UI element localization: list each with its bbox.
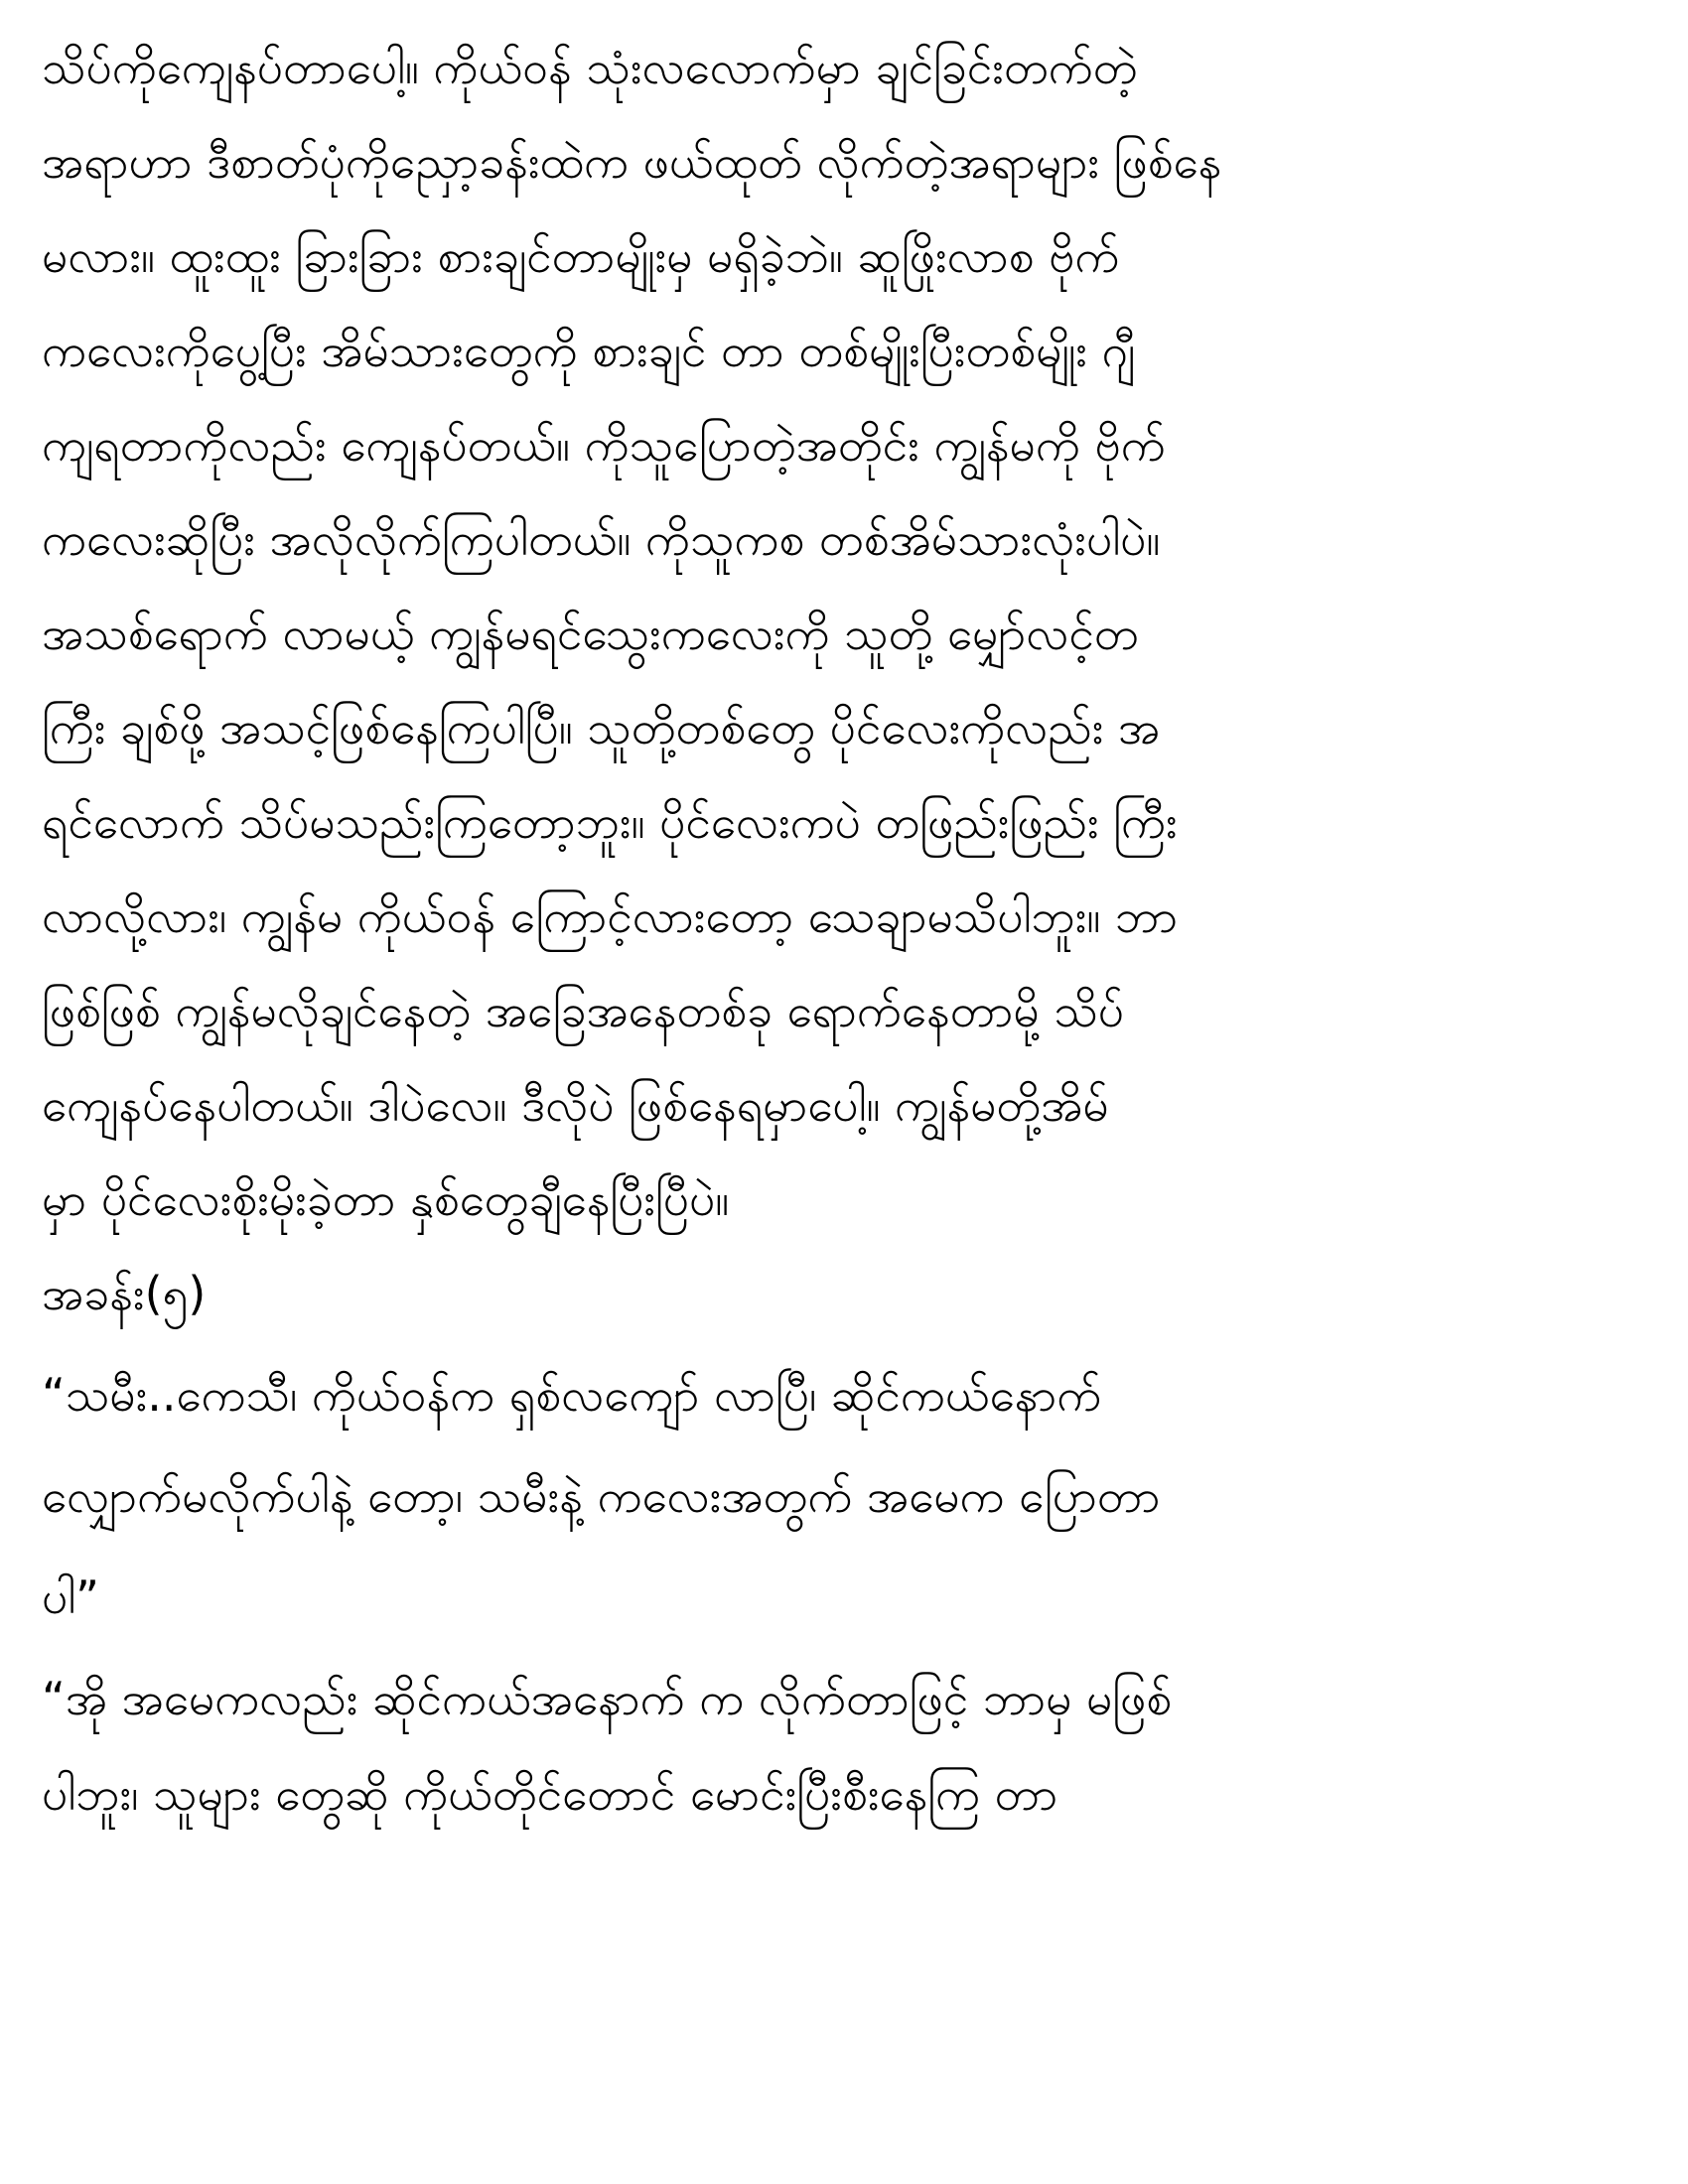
- text-line: ကလေးဆိုပြီး အလိုလိုက်ကြပါတယ်။ ကိုသူကစ တစ်အိမ်သားလုံးပါပဲ။: [42, 512, 1161, 566]
- text-line: လျှောက်မလိုက်ပါနဲ့ တော့၊ သမီးနဲ့ ကလေးအတွက် အမေက ပြောတာ: [42, 1469, 1161, 1523]
- text-line: ကျေနပ်နေပါတယ်။ ဒါပဲလေ။ ဒီလိုပဲ ဖြစ်နေရမှာပေါ့။ ကျွန်မတို့အိမ်: [42, 1078, 1109, 1132]
- paragraph-2: [42, 1365, 1650, 1627]
- text-line: မလား။ ထူးထူး ခြားခြား စားချင်တာမျိုးမှ မရှိခဲ့ဘဲ။ ဆူဖြိုးလာစ ဗိုက်: [42, 229, 1120, 283]
- text-line: ကျရတာကိုလည်း ကျေနပ်တယ်။ ကိုသူပြောတဲ့အတိုင်း ကျွန်မကို ဗိုက်: [42, 418, 1166, 472]
- document-page: [42, 38, 1650, 1859]
- text-line: အသစ်ရောက် လာမယ့် ကျွန်မရင်သွေးကလေးကို သူတို့ မျှော်လင့်တ: [42, 607, 1139, 660]
- text-line: ပါ”: [42, 1570, 100, 1624]
- chapter-heading: အခန်း(၅): [42, 1267, 207, 1320]
- text-line: “သမီး..ကေသီ၊ ကိုယ်ဝန်က ရှစ်လကျော် လာပြီ၊ ဆိုင်ကယ်နောက်: [42, 1368, 1102, 1422]
- text-line: အရာဟာ ဒီစာတ်ပုံကိုညှော့ခန်းထဲက ဖယ်ထုတ် လိုက်တဲ့အရာများ ဖြစ်နေ: [42, 135, 1222, 189]
- text-line: ကြီး ချစ်ဖို့ အသင့်ဖြစ်နေကြပါပြီ။ သူတို့တစ်တွေ ပိုင်လေးကိုလည်း အ: [42, 701, 1161, 754]
- text-line: ကလေးကိုပွေ့ပြီး အိမ်သားတွေကို စားချင် တာ တစ်မျိုးပြီးတစ်မျိုး ဂျီ: [42, 324, 1136, 377]
- text-line: ရင်လောက် သိပ်မသည်းကြတော့ဘူး။ ပိုင်လေးကပဲ တဖြည်းဖြည်း ကြီး: [42, 795, 1178, 849]
- text-line: သိပ်ကိုကျေနပ်တာပေါ့။ ကိုယ်ဝန် သုံးလလောက်မှာ ချင်ခြင်းတက်တဲ့: [42, 41, 1138, 94]
- text-line: “အို အမေကလည်း ဆိုင်ကယ်အနောက် က လိုက်တာဖြင့် ဘာမှ မဖြစ်: [42, 1672, 1173, 1725]
- text-line: မှာ ပိုင်လေးစိုးမိုးခဲ့တာ နှစ်တွေချီနေပြီးပြီပဲ။: [42, 1172, 730, 1226]
- text-line: လာလို့လား၊ ကျွန်မ ကိုယ်ဝန် ကြောင့်လားတော့ သေချာမသိပါဘူး။ ဘာ: [42, 889, 1179, 943]
- text-line: ပါဘူး၊ သူများ တွေဆို ကိုယ်တိုင်တောင် မောင်းပြီးစီးနေကြ တာ: [42, 1767, 1058, 1821]
- paragraph-3: [42, 1669, 1650, 1824]
- text-line: ဖြစ်ဖြစ် ကျွန်မလိုချင်နေတဲ့ အခြေအနေတစ်ခု ရောက်နေတာမို့ သိပ်: [42, 984, 1125, 1037]
- paragraph-1: [42, 38, 1650, 1229]
